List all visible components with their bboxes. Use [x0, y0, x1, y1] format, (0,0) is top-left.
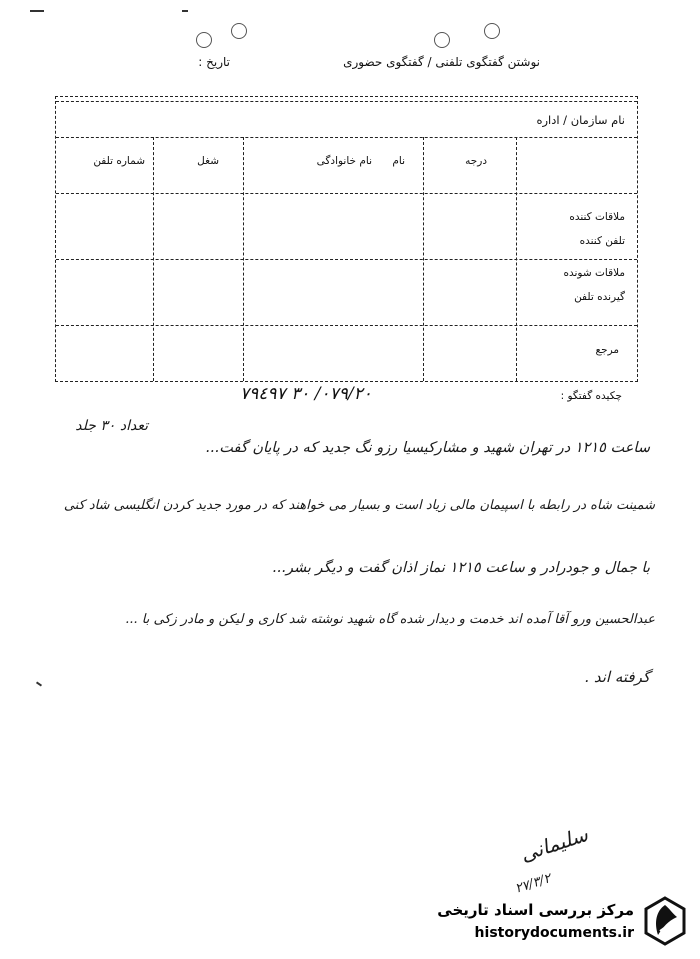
summary-label: چکیده گفتگو :	[560, 390, 622, 402]
column-first-name: نام	[392, 155, 405, 167]
divider	[56, 193, 637, 194]
archive-logo-icon	[642, 895, 688, 947]
archive-org-name: مرکز بررسی اسناد تاریخی	[437, 901, 634, 919]
watermark	[420, 893, 700, 953]
column-job: شغل	[197, 155, 219, 167]
row-visitor: ملاقات کننده	[569, 211, 625, 223]
punch-hole-1	[196, 32, 212, 48]
column-phone: شماره تلفن	[93, 155, 145, 167]
signature-date: ٢٧/٣/٢	[513, 871, 553, 897]
punch-hole-3	[434, 32, 450, 48]
row-reference: مرجع	[595, 344, 619, 356]
form-title: نوشتن گفتگوی تلفنی / گفتگوی حضوری	[343, 55, 540, 69]
stray-mark	[36, 681, 42, 686]
handwritten-line-1: ساعت ١٢١٥ در تهران شهید و مشارکیسیا رزو نگ جدید که در پایان گفت...	[205, 440, 650, 456]
punch-hole-2	[231, 23, 247, 39]
handwritten-line-2: شمینت شاه در رابطه با اسپیمان مالی زیاد است و بسیار می خواهند که در مورد جدید کردن انگلیسی شاد کنی	[63, 498, 655, 513]
scan-mark	[182, 10, 188, 12]
form-table	[55, 96, 638, 382]
divider	[56, 101, 637, 102]
column-rank: درجه	[465, 155, 487, 167]
divider	[56, 137, 637, 138]
divider	[153, 137, 154, 381]
handwritten-line-3: با جمال و جودرادر و ساعت ١٢١٥ نماز اذان گفت و دیگر بشر...	[272, 560, 650, 576]
punch-hole-4	[484, 23, 500, 39]
row-receiver: گیرنده تلفن	[574, 291, 625, 303]
date-label: تاریخ :	[198, 55, 230, 69]
handwritten-line-4: عبدالحسین ورو آقا آمده اند خدمت و دیدار شده گاه شهید نوشته شد کاری و لیکن و مادر زکی با ...	[125, 612, 655, 627]
divider	[56, 259, 637, 260]
row-caller: تلفن کننده	[579, 235, 625, 247]
archive-url: historydocuments.ir	[474, 925, 634, 941]
margin-note: تعداد ٣٠ جلد	[75, 418, 148, 434]
scan-mark	[30, 10, 44, 12]
summary-value: ٠٧٩/٢٠/ ٣٠ ٧٩٤٩٧	[240, 384, 372, 404]
handwritten-closing: گرفته اند .	[584, 668, 650, 686]
divider	[423, 137, 424, 381]
org-label: نام سازمان / اداره	[536, 113, 625, 127]
divider	[516, 137, 517, 381]
divider	[56, 325, 637, 326]
divider	[243, 137, 244, 381]
signature: سلیمانی	[517, 822, 591, 867]
row-visited: ملاقات شونده	[563, 267, 625, 279]
column-last-name: نام خانوادگی	[316, 155, 372, 167]
